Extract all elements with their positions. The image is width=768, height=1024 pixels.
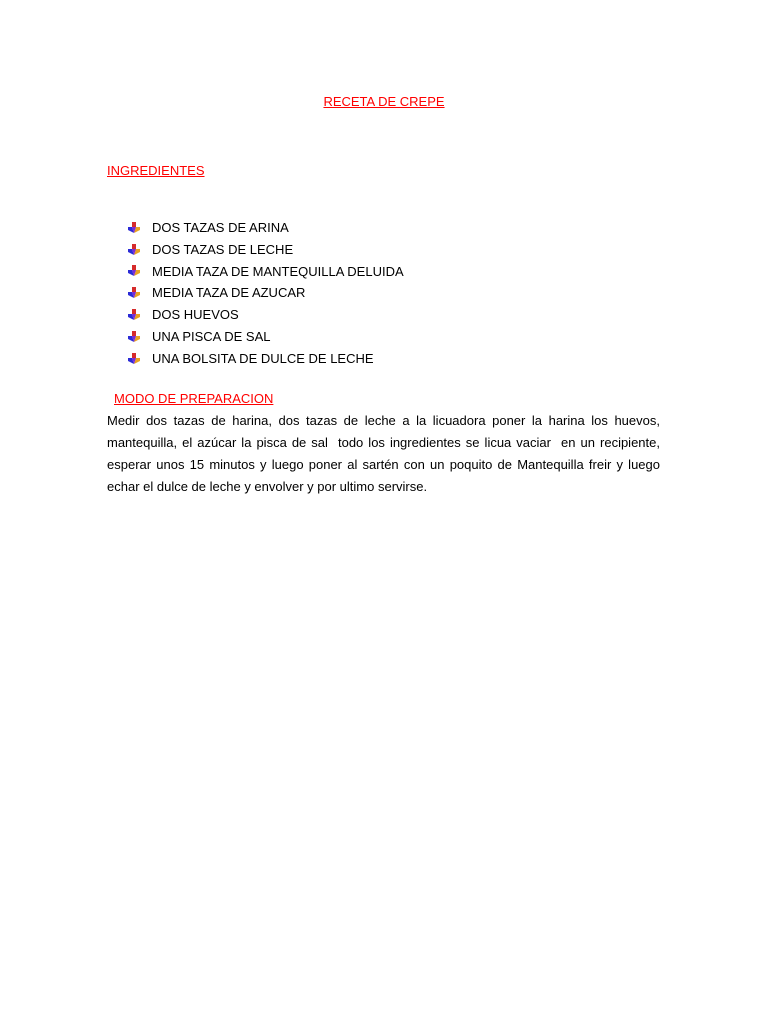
bullet-top bbox=[132, 309, 136, 314]
ingredient-label: DOS TAZAS DE ARINA bbox=[152, 220, 289, 235]
list-item bbox=[128, 239, 404, 261]
ingredients-heading: INGREDIENTES bbox=[107, 163, 205, 178]
document-title: RECETA DE CREPE bbox=[323, 94, 445, 109]
list-item bbox=[128, 261, 404, 283]
bullet-top bbox=[132, 222, 136, 227]
preparation-text: Medir dos tazas de harina, dos tazas de leche a la licuadora poner la harina los huevos, mantequilla, el azúcar la pisca de sal todo los ingredientes se licua vaciar en un recipiente, esperar unos 15 minutos y luego poner al sartén con un poquito de Mantequilla freir y luego echar el dulce de leche y envolver y por ultimo servirse. bbox=[107, 413, 664, 494]
arrow-down-bullet-icon bbox=[128, 353, 140, 365]
bullet-top bbox=[132, 331, 136, 336]
list-item bbox=[128, 282, 404, 304]
ingredient-label: MEDIA TAZA DE MANTEQUILLA DELUIDA bbox=[152, 263, 404, 279]
arrow-down-bullet-icon bbox=[128, 309, 140, 321]
bullet-top bbox=[132, 265, 136, 270]
ingredient-label: DOS TAZAS DE LECHE bbox=[152, 241, 294, 257]
ingredients-list bbox=[128, 217, 404, 370]
bullet-top bbox=[132, 353, 136, 358]
list-item bbox=[128, 304, 404, 326]
ingredient-label: UNA BOLSITA DE DULCE DE LECHE bbox=[152, 350, 374, 366]
arrow-down-bullet-icon bbox=[128, 222, 140, 234]
arrow-down-bullet-icon bbox=[128, 244, 140, 256]
preparation-heading: MODO DE PREPARACION bbox=[114, 391, 274, 406]
arrow-down-bullet-icon bbox=[128, 331, 140, 343]
arrow-down-bullet-icon bbox=[128, 287, 140, 299]
ingredient-label: MEDIA TAZA DE AZUCAR bbox=[152, 285, 306, 301]
list-item bbox=[128, 326, 404, 348]
list-item bbox=[128, 217, 404, 239]
bullet-top bbox=[132, 287, 136, 292]
ingredient-label: DOS HUEVOS bbox=[152, 307, 239, 323]
list-item bbox=[128, 348, 404, 370]
bullet-top bbox=[132, 244, 136, 249]
ingredient-label: UNA PISCA DE SAL bbox=[152, 328, 271, 344]
arrow-down-bullet-icon bbox=[128, 265, 140, 277]
